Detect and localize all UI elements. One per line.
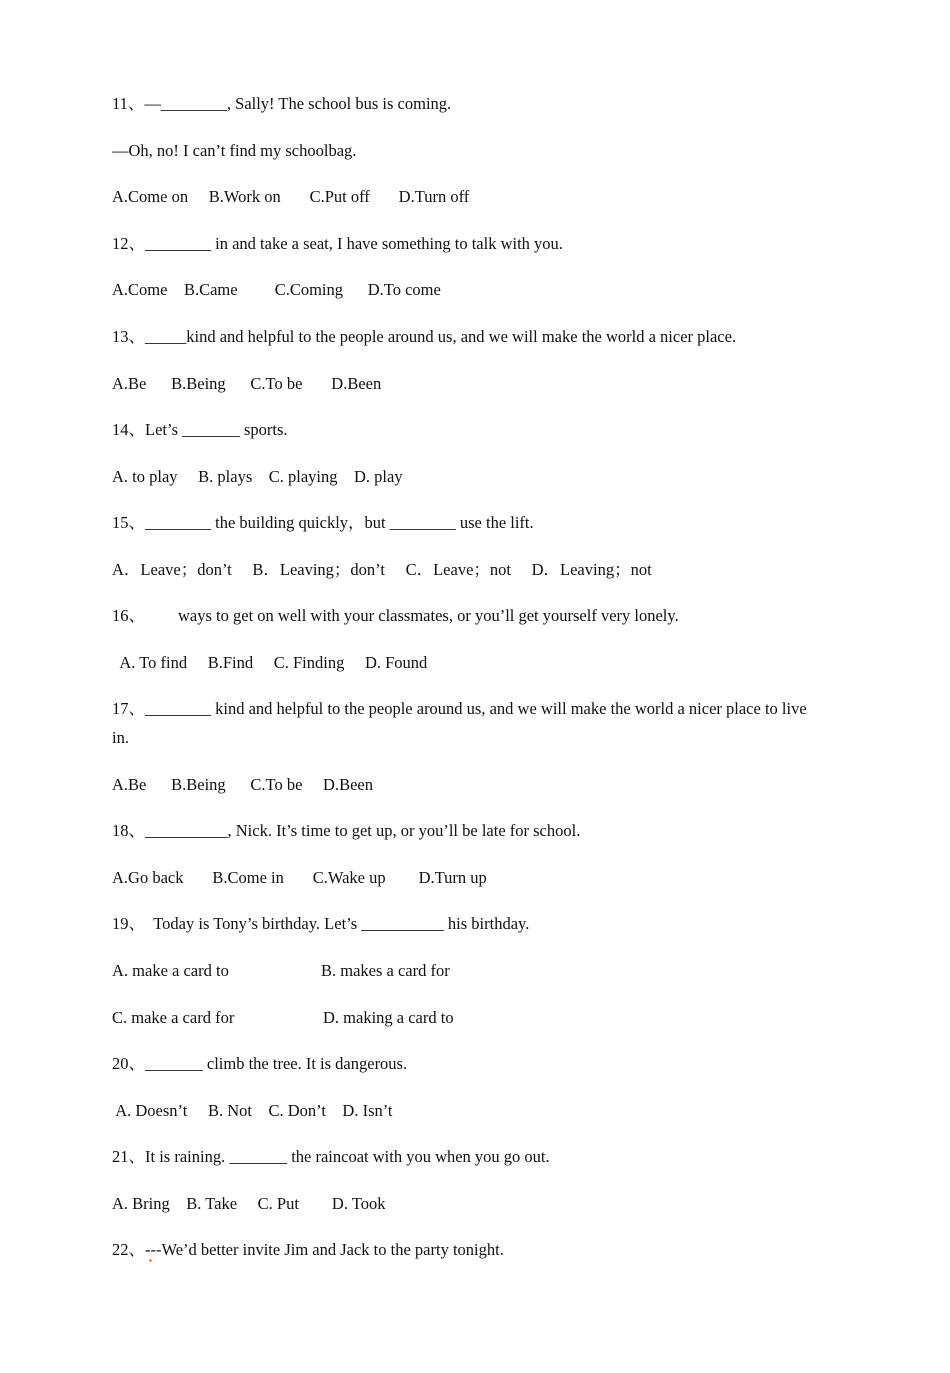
question-20-stem: 20、_______ climb the tree. It is dangerous. xyxy=(112,1054,408,1073)
question-15-options: A．Leave；don’t B．Leaving；don’t C．Leave；not D．Leaving；not xyxy=(112,560,652,579)
question-11-stem: 11、—________, Sally! The school bus is coming. xyxy=(112,94,452,113)
question-21-stem: 21、It is raining. _______ the raincoat with you when you go out. xyxy=(112,1147,550,1166)
question-19-option-c: C. make a card for xyxy=(112,1008,235,1027)
question-19-option-b: B. makes a card for xyxy=(321,961,450,980)
question-13-stem: 13、_____kind and helpful to the people around us, and we will make the world a nicer place. xyxy=(112,327,737,346)
question-17-options: A.Be B.Being C.To be D.Been xyxy=(112,775,373,794)
question-19-options-row-1 xyxy=(112,961,612,981)
question-21-options: A. Bring B. Take C. Put D. Took xyxy=(112,1194,386,1213)
question-19-stem: 19、 Today is Tony’s birthday. Let’s __________ his birthday. xyxy=(112,914,530,933)
question-19-option-d: D. making a card to xyxy=(323,1008,454,1027)
question-11-reply: —Oh, no! I can’t find my schoolbag. xyxy=(112,141,357,160)
question-16-stem: 16、 ways to get on well with your classmates, or you’ll get yourself very lonely. xyxy=(112,606,679,625)
question-19-option-a: A. make a card to xyxy=(112,961,229,980)
question-14-options: A. to play B. plays C. playing D. play xyxy=(112,467,403,486)
question-13-options: A.Be B.Being C.To be D.Been xyxy=(112,374,382,393)
question-14-stem: 14、Let’s _______ sports. xyxy=(112,420,288,439)
question-20-options: A. Doesn’t B. Not C. Don’t D. Isn’t xyxy=(112,1101,393,1120)
annotation-mark xyxy=(149,1259,152,1262)
question-12-stem: 12、________ in and take a seat, I have something to talk with you. xyxy=(112,234,563,253)
question-11-options: A.Come on B.Work on C.Put off D.Turn off xyxy=(112,187,470,206)
question-15-stem: 15、________ the building quickly，but ________ use the lift. xyxy=(112,513,534,532)
question-12-options: A.Come B.Came C.Coming D.To come xyxy=(112,280,441,299)
question-17-stem: 17、________ kind and helpful to the people around us, and we will make the world a nicer place to live in. xyxy=(112,699,807,747)
question-18-stem: 18、__________, Nick. It’s time to get up, or you’ll be late for school. xyxy=(112,821,581,840)
question-18-options: A.Go back B.Come in C.Wake up D.Turn up xyxy=(112,868,487,887)
question-19-options-row-2 xyxy=(112,1008,612,1028)
question-16-options: A. To find B.Find C. Finding D. Found xyxy=(112,653,428,672)
question-22-stem: 22、---We’d better invite Jim and Jack to the party tonight. xyxy=(112,1240,504,1259)
